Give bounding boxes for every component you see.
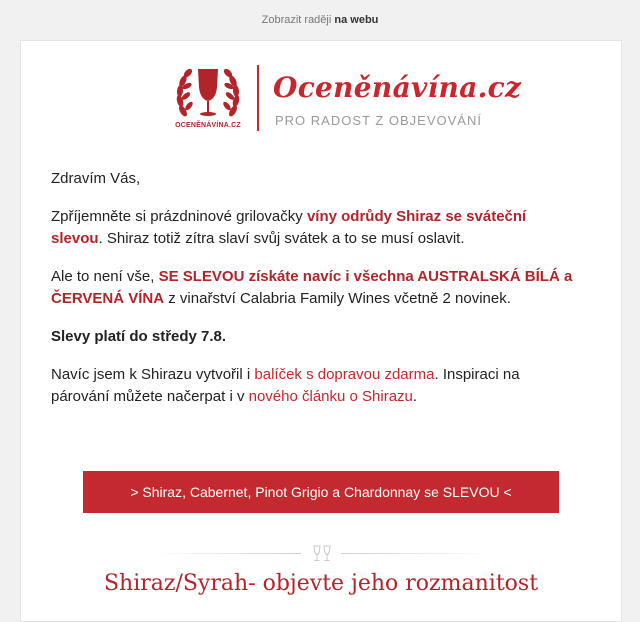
paragraph-3 xyxy=(51,326,581,348)
brand-name: Oceněnávína.cz xyxy=(273,71,522,104)
paragraph-4 xyxy=(51,364,581,408)
logo-divider xyxy=(257,65,259,131)
view-in-browser-link[interactable]: na webu xyxy=(334,14,379,26)
p2-text-2: z vinařství Calabria Family Wines včetně 2 novinek. xyxy=(164,290,511,307)
discount-cta-button[interactable]: > Shiraz, Cabernet, Pinot Grigio a Chardonnay se SLEVOU < xyxy=(83,471,559,513)
article-link[interactable]: nového článku o Shirazu xyxy=(248,388,413,405)
p1-text-2: . Shiraz totiž zítra slaví svůj svátek a to se musí oslavit. xyxy=(98,230,465,247)
separator-line-right xyxy=(341,553,491,554)
p2-highlight: SE SLEVOU získáte navíc i všechna AUSTRALSKÁ BÍLÁ a ČERVENÁ VÍNA xyxy=(51,268,573,307)
email-card xyxy=(20,40,622,622)
section-title: Shiraz/Syrah- objevte jeho rozmanitost xyxy=(103,571,539,596)
discount-deadline: Slevy platí do středy 7.8. xyxy=(51,328,227,345)
bundle-link[interactable]: balíček s dopravou zdarma xyxy=(254,366,435,383)
brand-tagline: PRO RADOST Z OBJEVOVÁNÍ xyxy=(275,113,482,128)
paragraph-2 xyxy=(51,266,581,310)
laurel-wine-glass-icon xyxy=(171,61,245,141)
view-in-browser-text: Zobrazit raději xyxy=(261,14,332,26)
view-in-browser-bar xyxy=(0,0,640,40)
p4-text-2: . Inspiraci na párování můžete načerpat i v xyxy=(51,366,520,405)
p1-text-1: Zpříjemněte si prázdninové grilovačky xyxy=(51,208,307,225)
p4-text-3: . xyxy=(412,388,418,405)
email-body xyxy=(51,168,581,424)
paragraph-1 xyxy=(51,206,581,250)
brand-logo[interactable] xyxy=(171,61,522,141)
greeting: Zdravím Vás, xyxy=(51,170,141,187)
emblem-text: OCENĚNÁVÍNA.CZ xyxy=(175,122,241,129)
p2-text-1: Ale to není vše, xyxy=(51,268,159,285)
separator-line-left xyxy=(151,553,301,554)
section-separator xyxy=(151,551,491,571)
wine-glasses-icon xyxy=(311,545,333,563)
p1-highlight: víny odrůdy Shiraz se sváteční slevou xyxy=(51,208,527,247)
p4-text-1: Navíc jsem k Shirazu vytvořil i xyxy=(51,366,255,383)
